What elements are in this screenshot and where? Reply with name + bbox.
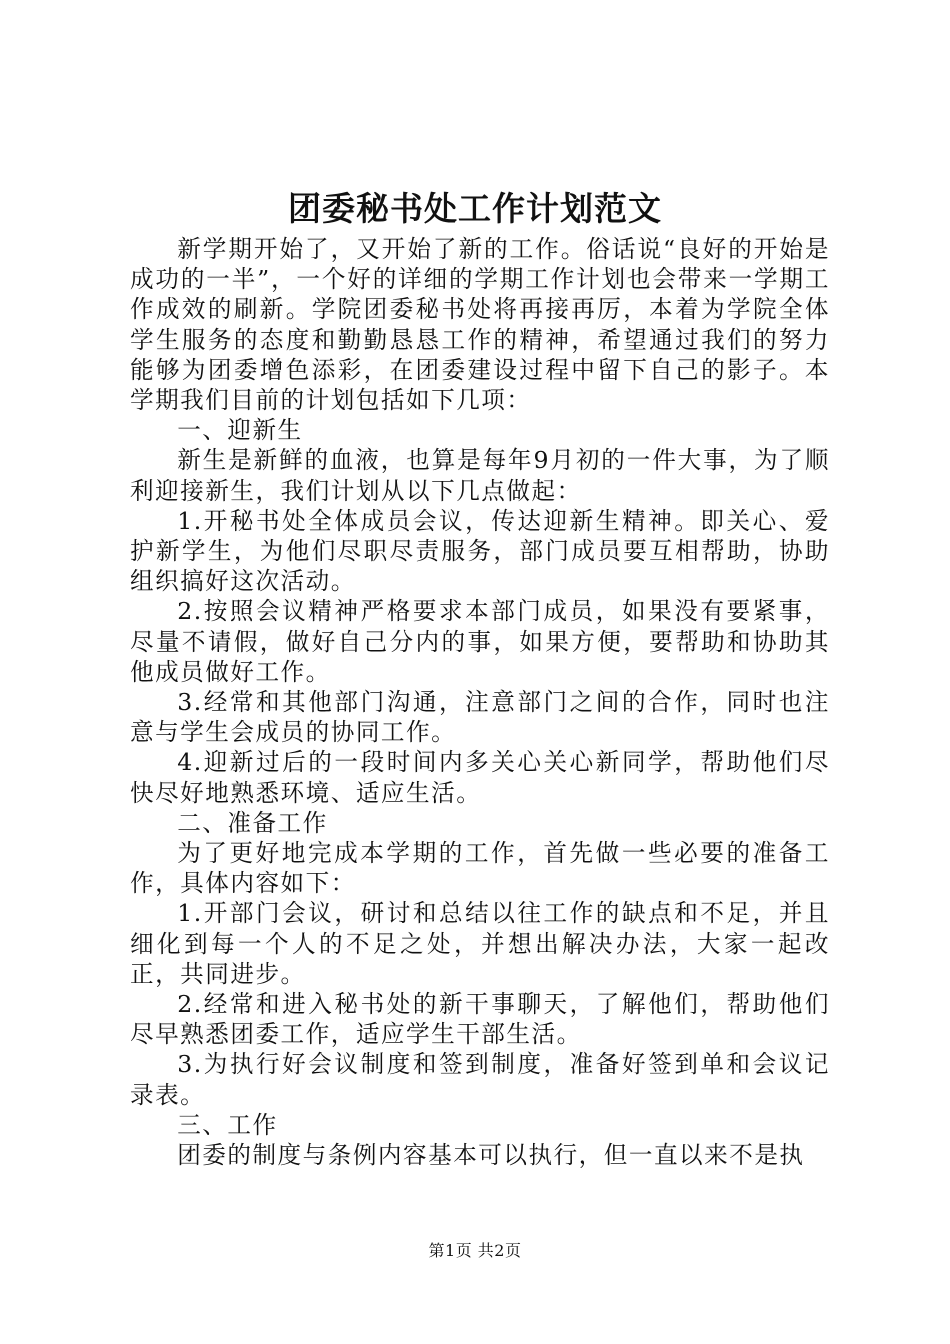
list-item: 4.迎新过后的一段时间内多关心关心新同学，帮助他们尽快尽好地熟悉环境、适应生活。: [130, 748, 830, 807]
section-heading-work: 三、工作: [177, 1110, 278, 1139]
paragraph: 团委的制度与条例内容基本可以执行，但一直以来不是执: [177, 1141, 805, 1170]
document-title: 团委秘书处工作计划范文: [288, 189, 662, 228]
document-body: [130, 234, 830, 1170]
section-heading-welcome: 一、迎新生: [177, 416, 303, 445]
paragraph: 为了更好地完成本学期的工作，首先做一些必要的准备工作，具体内容如下：: [130, 839, 830, 898]
list-item: 2.按照会议精神严格要求本部门成员，如果没有要紧事，尽量不请假，做好自己分内的事，如果方便，要帮助和协助其他成员做好工作。: [130, 597, 830, 686]
list-item: 3.经常和其他部门沟通，注意部门之间的合作，同时也注意与学生会成员的协同工作。: [130, 688, 830, 747]
list-item: 1.开部门会议，研讨和总结以往工作的缺点和不足，并且细化到每一个人的不足之处，并想出解决办法，大家一起改正，共同进步。: [130, 899, 830, 988]
list-item: 1.开秘书处全体成员会议，传达迎新生精神。即关心、爱护新学生，为他们尽职尽责服务，部门成员要互相帮助，协助组织搞好这次活动。: [130, 506, 830, 596]
list-item: 2.经常和进入秘书处的新干事聊天，了解他们，帮助他们尽早熟悉团委工作，适应学生干部生活。: [130, 990, 830, 1049]
list-item: 3.为执行好会议制度和签到制度，准备好签到单和会议记录表。: [130, 1050, 830, 1109]
paragraph: 新生是新鲜的血液，也算是每年9月初的一件大事，为了顺利迎接新生，我们计划从以下几点做起：: [130, 446, 830, 505]
section-heading-preparation: 二、准备工作: [177, 808, 328, 837]
page-footer: 第1页 共2页: [428, 1241, 522, 1260]
paragraph-intro: 新学期开始了，又开始了新的工作。俗话说“良好的开始是成功的一半”，一个好的详细的学期工作计划也会带来一学期工作成效的刷新。学院团委秘书处将再接再厉，本着为学院全体学生服务的态度和勤勤恳恳工作的精神，希望通过我们的努力能够为团委增色添彩，在团委建设过程中留下自己的影子。本学期我们目前的计划包括如下几项：: [130, 235, 830, 415]
